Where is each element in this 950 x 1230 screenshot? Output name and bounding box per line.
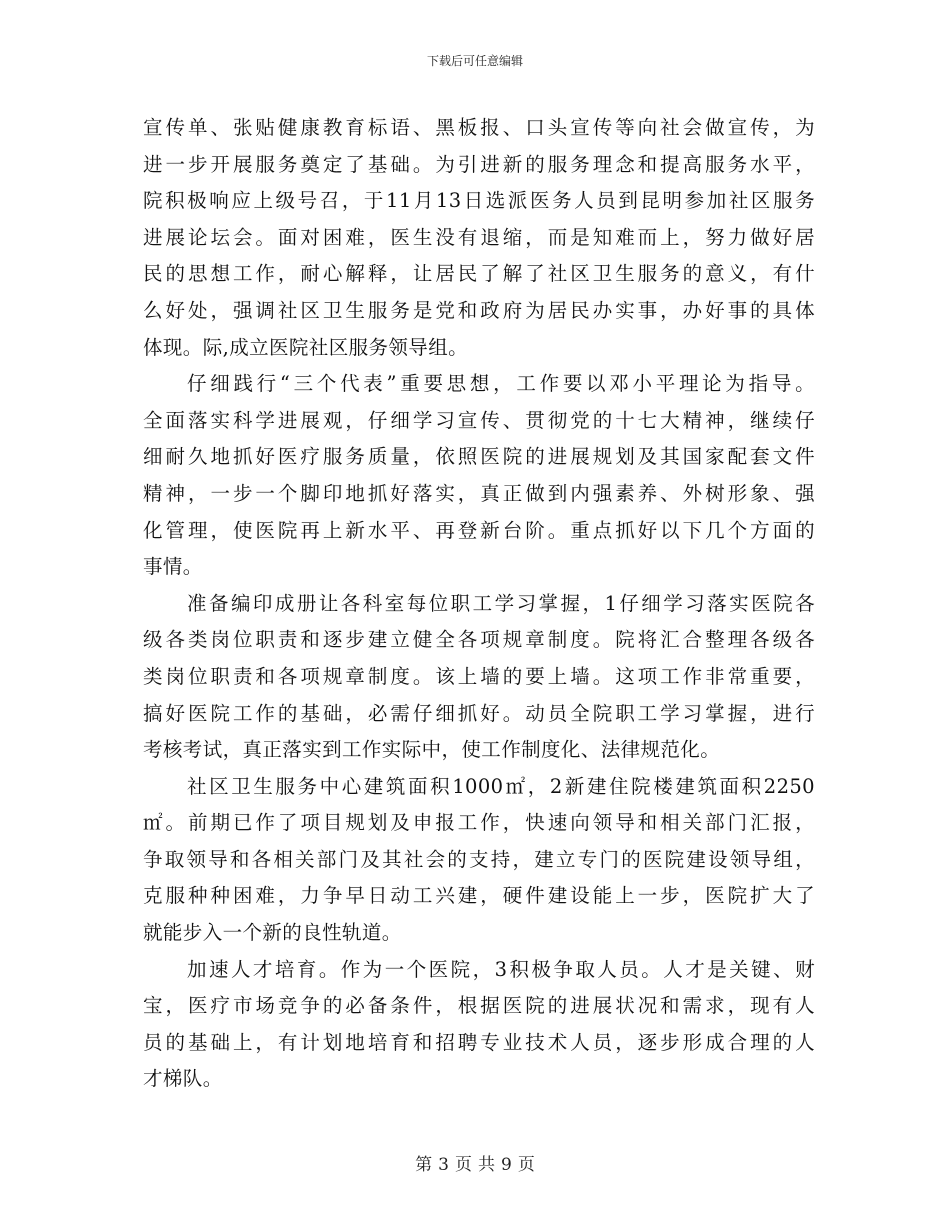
text-line: 类岗位职责和各项规章制度。该上墙的要上墙。这项工作非常重要，: [143, 664, 815, 688]
page-footer: [0, 1153, 950, 1177]
total-pages-number: 9: [501, 1155, 512, 1175]
text-line: 全面落实科学进展观，仔细学习宣传、贯彻党的十七大精神，继续仔: [143, 408, 815, 432]
text-line: 精神，一步一个脚印地抓好落实，真正做到内强素养、外树形象、强: [143, 481, 815, 505]
current-page-number: 3: [438, 1155, 449, 1175]
text-line: 仔细践行“三个代表”重要思想，工作要以邓小平理论为指导。: [187, 372, 815, 396]
text-line: 体现。际,成立医院社区服务领导组。: [143, 335, 468, 359]
paragraph-2: [143, 366, 815, 586]
text-line: 院积极响应上级号召，于11月13日选派医务人员到昆明参加社区服务: [143, 189, 815, 213]
text-line: 考核考试，真正落实到工作实际中，使工作制度化、法律规范化。: [143, 738, 721, 762]
text-line: 克服种种困难，力争早日动工兴建，硬件建设能上一步，医院扩大了: [143, 884, 815, 908]
text-line: 进展论坛会。面对困难，医生没有退缩，而是知难而上，努力做好居: [143, 225, 815, 249]
footer-label-page: 页: [455, 1155, 472, 1175]
page-header: 下载后可任意编辑: [426, 54, 523, 68]
text-line: 准备编印成册让各科室每位职工学习掌握，1仔细学习落实医院各: [187, 591, 815, 615]
paragraph-1: [143, 110, 815, 366]
text-line: ㎡。前期已作了项目规划及申报工作，快速向领导和相关部门汇报，: [143, 811, 815, 835]
text-line: 民的思想工作，耐心解释，让居民了解了社区卫生服务的意义，有什: [143, 262, 815, 286]
text-line: 加速人才培育。作为一个医院，3积极争取人员。人才是关键、财: [187, 957, 815, 981]
text-line: 员的基础上，有计划地培育和招聘专业技术人员，逐步形成合理的人: [143, 1030, 815, 1054]
footer-label-prefix: 第: [415, 1155, 433, 1175]
text-line: 化管理，使医院再上新水平、再登新台阶。重点抓好以下几个方面的: [143, 518, 815, 542]
footer-label-page-end: 页: [517, 1155, 535, 1175]
text-line: 社区卫生服务中心建筑面积1000㎡，2新建住院楼建筑面积2250: [187, 774, 815, 798]
text-line: 么好处，强调社区卫生服务是党和政府为居民办实事，办好事的具体: [143, 298, 815, 322]
text-line: 宝，医疗市场竞争的必备条件，根据医院的进展状况和需求，现有人: [143, 994, 815, 1018]
text-line: 细耐久地抓好医疗服务质量，依照医院的进展规划及其国家配套文件: [143, 445, 815, 469]
text-line: 级各类岗位职责和逐步建立健全各项规章制度。院将汇合整理各级各: [143, 628, 815, 652]
paragraph-4: [143, 769, 815, 952]
text-line: 就能步入一个新的良性轨道。: [143, 921, 402, 945]
paragraph-5: [143, 952, 815, 1098]
text-line: 进一步开展服务奠定了基础。为引进新的服务理念和提高服务水平，: [143, 152, 815, 176]
text-line: 宣传单、张贴健康教育标语、黑板报、口头宣传等向社会做宣传，为: [143, 116, 815, 139]
footer-label-total: 共: [478, 1155, 495, 1175]
text-line: 争取领导和各相关部门及其社会的支持，建立专门的医院建设领导组，: [143, 847, 815, 871]
document-body: [143, 110, 815, 1098]
text-line: 搞好医院工作的基础，必需仔细抓好。动员全院职工学习掌握，进行: [143, 701, 815, 725]
text-line: 事情。: [143, 555, 203, 579]
paragraph-3: [143, 586, 815, 769]
text-line: 才梯队。: [143, 1067, 223, 1091]
